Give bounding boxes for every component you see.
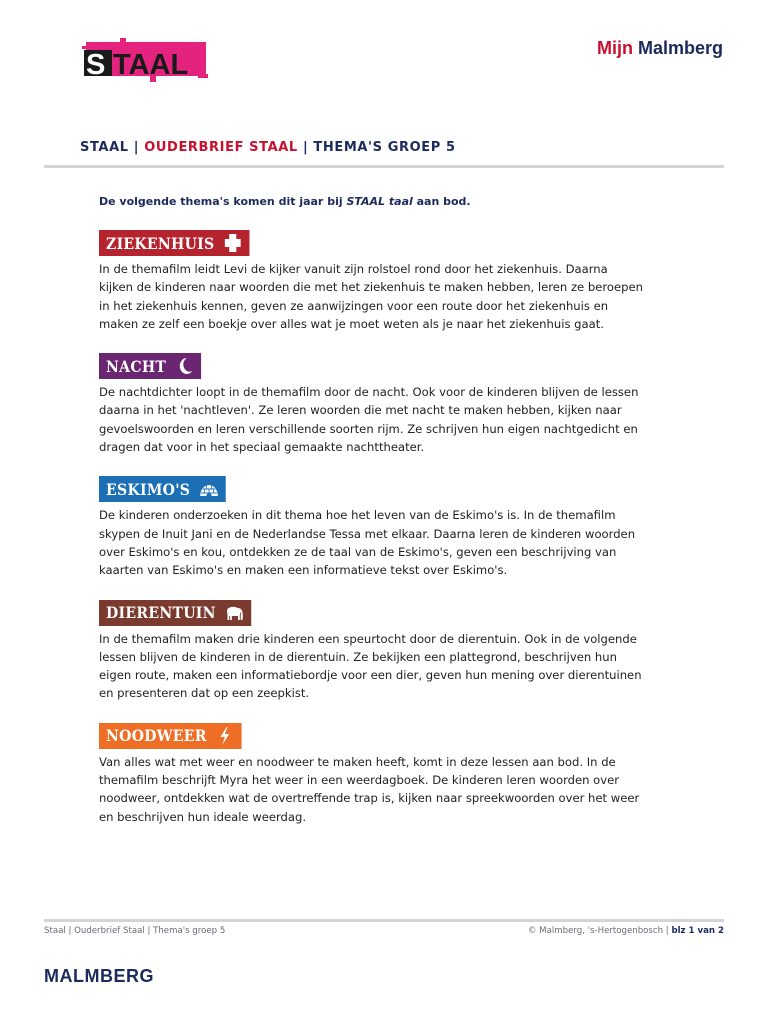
theme-description: De nachtdichter loopt in de themafilm door de nacht. Ook voor de kinderen blijven de lessen daarna in het 'nachtleven'. Ze leren woorden die met nacht te maken hebben, kijken naar gevoelswoorden en leren verschillende soorten rijm. Ze schrijven hun eigen nachtgedicht en dragen dat voor in het speciaal gemaakte nachttheater. (99, 385, 639, 455)
main-content (99, 195, 644, 846)
breadcrumb-ouderbrief: OUDERBRIEF STAAL (144, 140, 298, 155)
page-footer (44, 926, 724, 936)
theme-noodweer (99, 723, 644, 826)
theme-title: ZIEKENHUIS (106, 233, 215, 253)
theme-label-ziekenhuis (99, 230, 250, 256)
moon-icon (175, 356, 194, 376)
intro-emphasis: STAAL taal (346, 195, 413, 208)
svg-text:TAAL: TAAL (113, 49, 189, 81)
theme-ziekenhuis (99, 230, 644, 333)
footer-left: Staal | Ouderbrief Staal | Thema's groep 5 (44, 926, 226, 936)
breadcrumb-staal: STAAL | (80, 140, 140, 155)
intro-before: De volgende thema's komen dit jaar bij (99, 195, 343, 208)
lightning-icon (216, 726, 235, 746)
mijn-malmberg-logo[interactable] (597, 38, 723, 59)
theme-title: ESKIMO'S (106, 479, 191, 499)
svg-text:S: S (86, 49, 106, 81)
breadcrumb-themas: | THEMA'S GROEP 5 (302, 140, 456, 155)
breadcrumb (80, 140, 456, 155)
staal-logo (80, 38, 210, 82)
header-divider (44, 165, 724, 168)
theme-label-eskimos (99, 476, 225, 502)
theme-description: In de themafilm leidt Levi de kijker vanuit zijn rolstoel rond door het ziekenhuis. Daarna kijken de kinderen naar woorden die met het ziekenhuis te maken hebben, leren ze beroepen in het ziekenhuis kennen, geven ze aanwijzingen voor een route door het ziekenhuis en maken ze zelf een boekje over alles wat je moet weten als je naar het ziekenhuis gaat. (99, 262, 643, 331)
theme-eskimos (99, 476, 644, 579)
intro-text (99, 195, 644, 208)
theme-dierentuin (99, 600, 644, 703)
footer-divider (44, 919, 724, 922)
theme-label-noodweer (99, 723, 242, 749)
theme-title: NACHT (106, 356, 167, 376)
malmberg-logo: MALMBERG (44, 966, 154, 986)
theme-title: NOODWEER (106, 726, 207, 746)
theme-title: DIERENTUIN (106, 603, 216, 623)
theme-description: De kinderen onderzoeken in dit thema hoe het leven van de Eskimo's is. In de themafilm skypen de Inuit Jani en de Nederlandse Tessa met elkaar. Daarna leren de kinderen woorden over Eskimo's en kou, ontdekken ze de taal van de Eskimo's, geven een beschrijving van kaarten van Eskimo's en maken een informatieve tekst over Eskimo's. (99, 508, 636, 578)
igloo-icon (199, 479, 218, 499)
mijn-text: Mijn (596, 38, 633, 58)
elephant-icon (225, 603, 244, 623)
theme-label-nacht (99, 353, 201, 379)
theme-description: In de themafilm maken drie kinderen een speurtocht door de dierentuin. Ook in de volgende lessen blijven de kinderen in de dierentuin. Ze bekijken een plattegrond, beschrijven hun eigen route, maken een informatiebordje voor een dier, geven hun mening over dierentuinen en presenteren dat op een zeepkist. (99, 631, 642, 701)
theme-label-dierentuin (99, 600, 251, 626)
footer-copyright: © Malmberg, 's-Hertogenbosch | (527, 926, 669, 936)
malmberg-text: Malmberg (637, 38, 723, 58)
theme-description: Van alles wat met weer en noodweer te maken heeft, komt in deze lessen aan bod. In de themafilm beschrijft Myra het weer in een weerdagboek. De kinderen leren woorden over noodweer, ontdekken wat de overtreffende trap is, kijken naar spreekwoorden over het weer en beschrijven hun ideale weerdag. (99, 754, 640, 824)
footer-right (528, 926, 724, 936)
page-number: blz 1 van 2 (671, 926, 724, 936)
intro-after: aan bod. (416, 195, 471, 208)
medical-cross-icon (223, 233, 242, 253)
theme-nacht (99, 353, 644, 456)
